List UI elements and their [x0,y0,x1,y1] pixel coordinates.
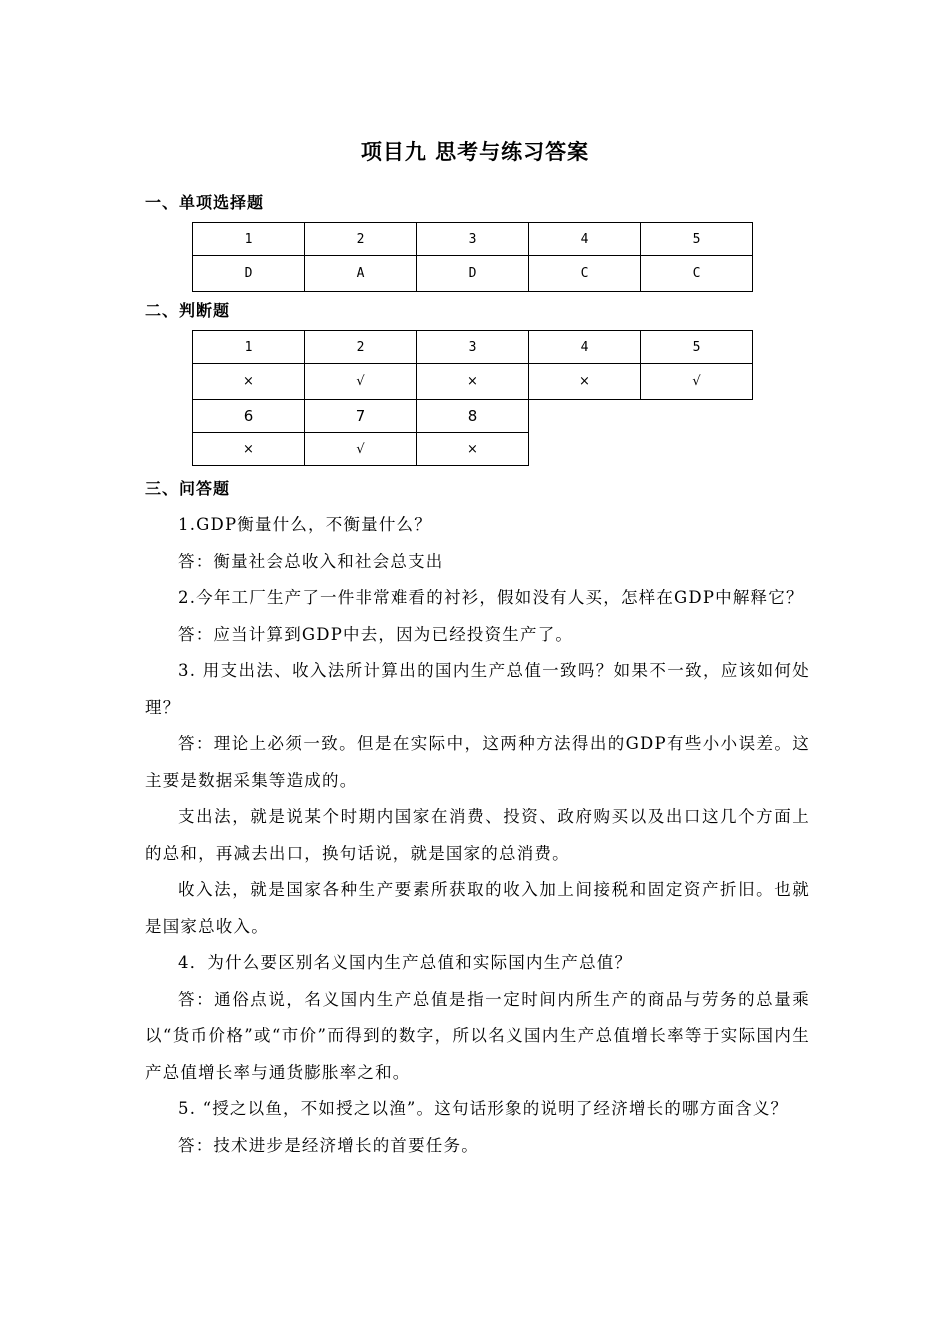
empty-cell [529,400,641,433]
question-1: 1.GDP衡量什么，不衡量什么？ [178,515,432,534]
question-number: 7 [305,400,417,433]
question-5: 5. “授之以鱼，不如授之以渔”。这句话形象的说明了经济增长的哪方面含义？ [178,1099,789,1118]
question-2: 2.今年工厂生产了一件非常难看的衬衫，假如没有人买，怎样在GDP中解释它？ [178,588,804,607]
answer-5: 答：技术进步是经济增长的首要任务。 [178,1135,479,1155]
question-number: 4 [529,331,641,364]
answer-cell: × [529,364,641,400]
question-number: 6 [193,400,305,433]
single-choice-answer-table [192,222,753,292]
answer-cell: D [417,256,529,292]
answer-cell: × [417,433,529,466]
question-number: 2 [305,331,417,364]
question-number: 8 [417,400,529,433]
answer-3: 答：理论上必须一致。但是在实际中，这两种方法得出的GDP有些小小误差。这主要是数据采集等造成的。 [145,734,810,790]
answer-1: 答：衡量社会总收入和社会总支出 [178,551,444,571]
answer-cell: √ [641,364,753,400]
true-false-answer-table [192,330,753,466]
empty-cell [529,433,641,466]
question-number: 1 [193,331,305,364]
answer-cell: × [193,433,305,466]
page-title: 项目九 思考与练习答案 [360,140,590,164]
table-row [193,364,753,400]
answer-cell: × [417,364,529,400]
question-number: 2 [305,223,417,256]
answer-cell: A [305,256,417,292]
answer-3-expenditure: 支出法，就是说某个时期内国家在消费、投资、政府购买以及出口这几个方面上的总和，再减去出口，换句话说，就是国家的总消费。 [145,807,810,863]
answer-cell: √ [305,364,417,400]
question-number: 3 [417,223,529,256]
table-row [193,433,753,466]
question-4: 4．为什么要区别名义国内生产总值和实际国内生产总值？ [178,953,633,972]
table-row [193,331,753,364]
table-row [193,400,753,433]
section-heading-qa: 三、问答题 [145,479,231,498]
empty-cell [641,400,753,433]
question-number: 4 [529,223,641,256]
answer-cell: C [641,256,753,292]
qa-content [145,507,810,1164]
question-3: 3. 用支出法、收入法所计算出的国内生产总值一致吗？如果不一致，应该如何处理？ [145,661,810,717]
answer-cell: C [529,256,641,292]
answer-cell: D [193,256,305,292]
answer-4: 答：通俗点说，名义国内生产总值是指一定时间内所生产的商品与劳务的总量乘以“货币价格”或“市价”而得到的数字，所以名义国内生产总值增长率等于实际国内生产总值增长率与通货膨胀率之和。 [145,989,810,1082]
question-number: 1 [193,223,305,256]
question-number: 3 [417,331,529,364]
answer-cell: × [193,364,305,400]
section-heading-true-false: 二、判断题 [145,301,231,320]
empty-cell [641,433,753,466]
answer-cell: √ [305,433,417,466]
answer-2: 答：应当计算到GDP中去，因为已经投资生产了。 [178,624,574,644]
table-row [193,256,753,292]
question-number: 5 [641,223,753,256]
section-heading-single-choice: 一、单项选择题 [145,193,265,212]
question-number: 5 [641,331,753,364]
answer-3-income: 收入法，就是国家各种生产要素所获取的收入加上间接税和固定资产折旧。也就是国家总收入。 [145,880,810,936]
table-row [193,223,753,256]
